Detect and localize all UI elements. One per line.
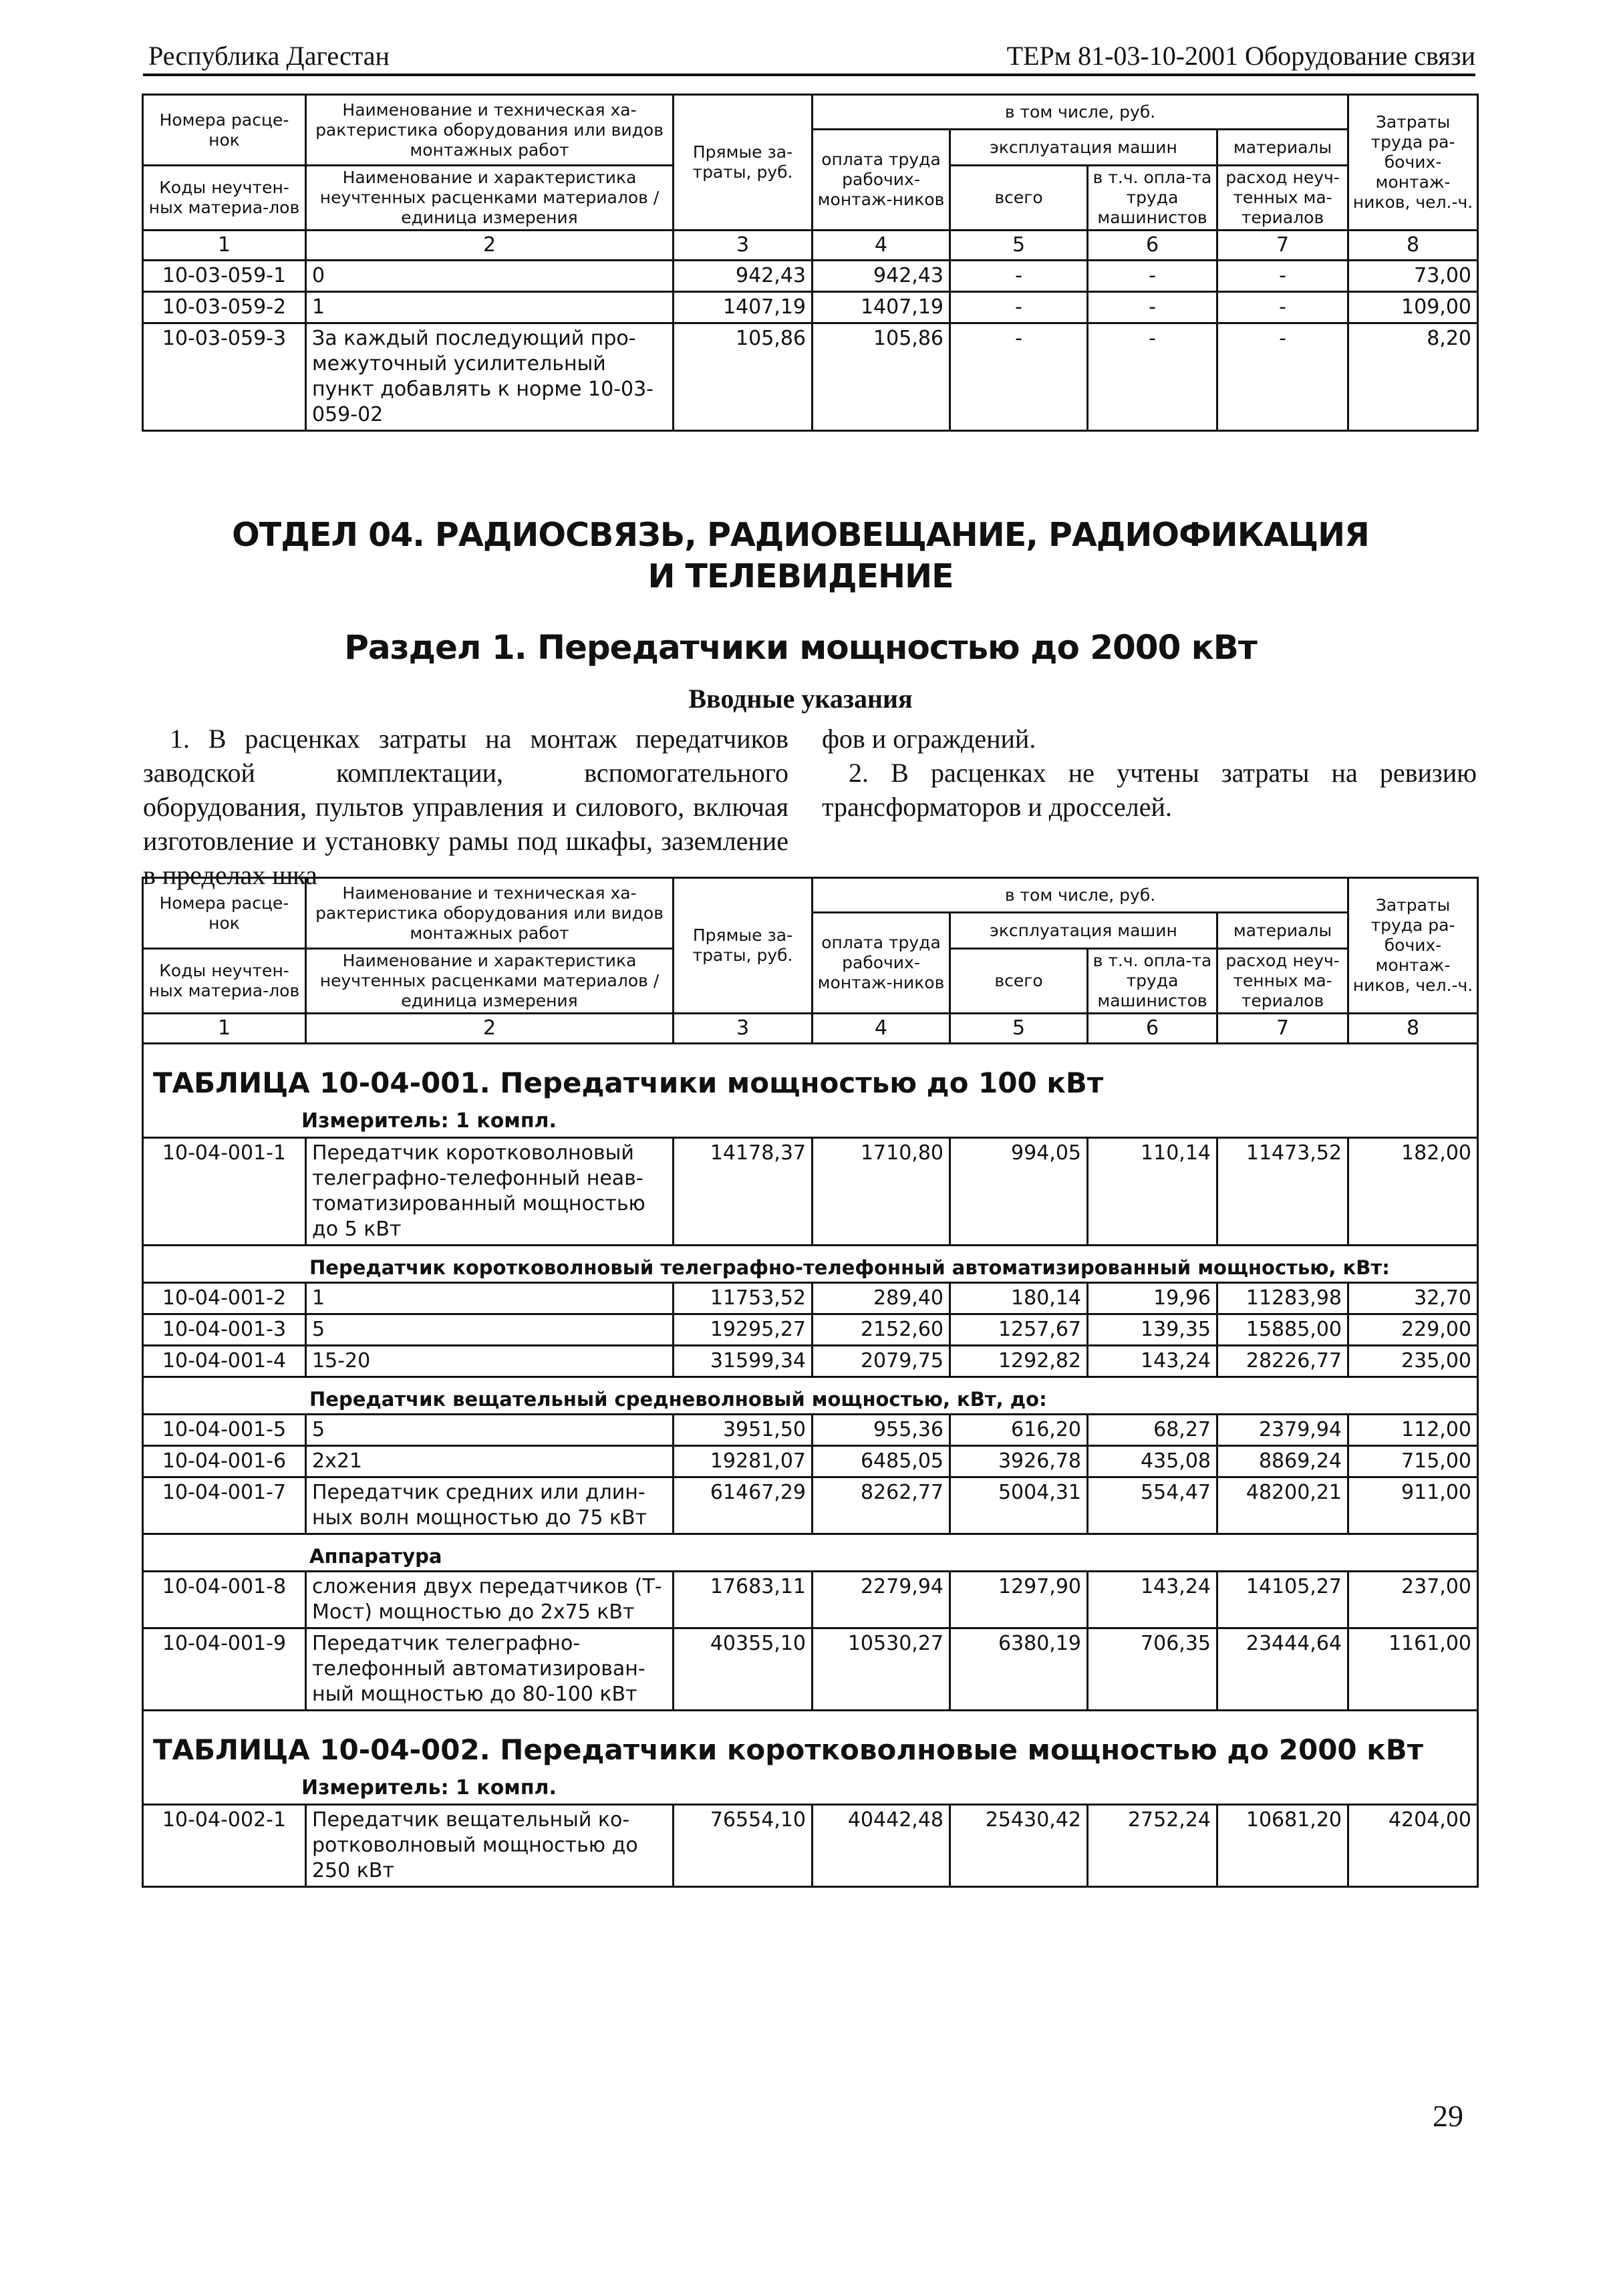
rate-code: 10-03-059-2 <box>143 292 306 323</box>
col-number: 2 <box>306 1014 674 1044</box>
col-number: 7 <box>1217 231 1348 261</box>
machinist-pay: 706,35 <box>1088 1628 1217 1711</box>
labor-hours: 8,20 <box>1348 323 1478 431</box>
labor-hours: 182,00 <box>1348 1138 1478 1246</box>
labor-hours: 73,00 <box>1348 261 1478 292</box>
col-number: 5 <box>950 231 1088 261</box>
table-row <box>143 1572 1478 1628</box>
direct-costs: 105,86 <box>674 323 813 431</box>
header-worker-pay: оплата труда рабочих-монтаж-ников <box>813 913 950 1014</box>
rate-code: 10-04-001-4 <box>143 1346 306 1377</box>
direct-costs: 31599,34 <box>674 1346 813 1377</box>
col-number: 8 <box>1348 231 1478 261</box>
rate-name: Передатчик вещательный ко-ротковолновый мощностью до 250 кВт <box>306 1805 674 1887</box>
table-row <box>143 1446 1478 1477</box>
intro-paragraph-1: 1. В расценках затраты на монтаж передатчиков заводской комплектации, вспомогательного оборудования, пультов управления и силового, включая изготовление и установку рамы под шкафы, заземление в пределах шка- <box>143 724 788 890</box>
rate-name: За каждый последующий про-межуточный усилительный пункт добавлять к норме 10-03-059-02 <box>306 323 674 431</box>
materials: - <box>1217 292 1348 323</box>
header-machines-total: всего <box>950 949 1088 1014</box>
machines-total: 25430,42 <box>950 1805 1088 1887</box>
labor-hours: 32,70 <box>1348 1283 1478 1314</box>
table-row <box>143 1283 1478 1314</box>
subgroup-row <box>143 1246 1478 1283</box>
table-row <box>143 1805 1478 1887</box>
table-row <box>143 1314 1478 1346</box>
header-material-codes: Коды неучтен-ных материа-лов <box>143 166 306 231</box>
worker-pay: 942,43 <box>813 261 950 292</box>
machines-total: 1257,67 <box>950 1314 1088 1346</box>
machines-total: 5004,31 <box>950 1477 1088 1534</box>
header-materials: материалы <box>1217 130 1348 166</box>
machinist-pay: - <box>1088 323 1217 431</box>
worker-pay: 1407,19 <box>813 292 950 323</box>
header-rate-numbers: Номера расце-нок <box>143 878 306 949</box>
direct-costs: 61467,29 <box>674 1477 813 1534</box>
subgroup-row <box>143 1377 1478 1415</box>
col-number: 7 <box>1217 1014 1348 1044</box>
worker-pay: 6485,05 <box>813 1446 950 1477</box>
rate-code: 10-04-001-3 <box>143 1314 306 1346</box>
rate-code: 10-03-059-1 <box>143 261 306 292</box>
direct-costs: 1407,19 <box>674 292 813 323</box>
col-number: 3 <box>674 1014 813 1044</box>
subgroup-title: Передатчик вещательный средневолновый мощностью, кВт, до: <box>143 1377 1478 1415</box>
direct-costs: 19295,27 <box>674 1314 813 1346</box>
header-materials: материалы <box>1217 913 1348 949</box>
table-title: ТАБЛИЦА 10-04-001. Передатчики мощностью до 100 кВт <box>153 1066 1104 1099</box>
header-including: в том числе, руб. <box>813 878 1348 913</box>
machines-total: 1297,90 <box>950 1572 1088 1628</box>
materials: 11283,98 <box>1217 1283 1348 1314</box>
col-number: 1 <box>143 231 306 261</box>
machines-total: - <box>950 261 1088 292</box>
header-material-usage: расход неуч-тенных ма-териалов <box>1217 166 1348 231</box>
rate-code: 10-04-001-8 <box>143 1572 306 1628</box>
measure-row <box>143 1775 1478 1805</box>
machinist-pay: - <box>1088 261 1217 292</box>
table-row <box>143 1138 1478 1246</box>
machinist-pay: 435,08 <box>1088 1446 1217 1477</box>
machines-total: - <box>950 323 1088 431</box>
header-machines: эксплуатация машин <box>950 913 1217 949</box>
labor-hours: 235,00 <box>1348 1346 1478 1377</box>
worker-pay: 105,86 <box>813 323 950 431</box>
materials: 23444,64 <box>1217 1628 1348 1711</box>
intro-heading: Вводные указания <box>688 684 913 714</box>
machines-total: 3926,78 <box>950 1446 1088 1477</box>
machinist-pay: 19,96 <box>1088 1283 1217 1314</box>
direct-costs: 76554,10 <box>674 1805 813 1887</box>
intro-paragraph-1-end: фов и ограждений. <box>822 724 1036 754</box>
materials: 11473,52 <box>1217 1138 1348 1246</box>
intro-column-2 <box>822 722 1477 824</box>
machinist-pay: 68,27 <box>1088 1415 1217 1446</box>
measure-unit: Измеритель: 1 компл. <box>301 1109 557 1133</box>
table-row <box>143 1477 1478 1534</box>
direct-costs: 17683,11 <box>674 1572 813 1628</box>
department-title-line1: ОТДЕЛ 04. РАДИОСВЯЗЬ, РАДИОВЕЩАНИЕ, РАДИОФИКАЦИЯ <box>232 516 1369 554</box>
machines-total: 1292,82 <box>950 1346 1088 1377</box>
machinist-pay: 554,47 <box>1088 1477 1217 1534</box>
col-number: 4 <box>813 231 950 261</box>
rates-table-continued <box>142 94 1479 432</box>
rate-code: 10-04-001-6 <box>143 1446 306 1477</box>
table-row <box>143 323 1478 431</box>
table-title: ТАБЛИЦА 10-04-002. Передатчики коротковолновые мощностью до 2000 кВт <box>153 1733 1424 1766</box>
materials: 48200,21 <box>1217 1477 1348 1534</box>
header-material-usage: расход неуч-тенных ма-териалов <box>1217 949 1348 1014</box>
machinist-pay: 143,24 <box>1088 1572 1217 1628</box>
measure-unit: Измеритель: 1 компл. <box>301 1776 557 1800</box>
subgroup-row <box>143 1534 1478 1572</box>
labor-hours: 715,00 <box>1348 1446 1478 1477</box>
materials: 15885,00 <box>1217 1314 1348 1346</box>
header-direct-costs: Прямые за-траты, руб. <box>674 878 813 1014</box>
subgroup-title: Аппаратура <box>143 1534 1478 1572</box>
rate-code: 10-04-001-1 <box>143 1138 306 1246</box>
worker-pay: 2079,75 <box>813 1346 950 1377</box>
machinist-pay: 143,24 <box>1088 1346 1217 1377</box>
rate-name: сложения двух передатчиков (Т-Мост) мощностью до 2x75 кВт <box>306 1572 674 1628</box>
rate-name: 5 <box>306 1314 674 1346</box>
machines-total: 616,20 <box>950 1415 1088 1446</box>
rate-code: 10-04-001-7 <box>143 1477 306 1534</box>
running-head <box>143 36 1475 76</box>
direct-costs: 19281,07 <box>674 1446 813 1477</box>
rate-name: Передатчик средних или длин-ных волн мощностью до 75 кВт <box>306 1477 674 1534</box>
section-title: Раздел 1. Передатчики мощностью до 2000 кВт <box>344 628 1257 667</box>
col-number: 6 <box>1088 231 1217 261</box>
materials: - <box>1217 323 1348 431</box>
rates-table-main <box>142 877 1479 1888</box>
header-worker-pay: оплата труда рабочих-монтаж-ников <box>813 130 950 231</box>
worker-pay: 2279,94 <box>813 1572 950 1628</box>
rate-code: 10-03-059-3 <box>143 323 306 431</box>
materials: 2379,94 <box>1217 1415 1348 1446</box>
table-title-row <box>143 1044 1478 1109</box>
worker-pay: 8262,77 <box>813 1477 950 1534</box>
worker-pay: 10530,27 <box>813 1628 950 1711</box>
labor-hours: 1161,00 <box>1348 1628 1478 1711</box>
labor-hours: 237,00 <box>1348 1572 1478 1628</box>
header-machines: эксплуатация машин <box>950 130 1217 166</box>
rate-name: Передатчик коротковолновый телеграфно-телефонный неав-томатизированный мощностью до 5 кВт <box>306 1138 674 1246</box>
header-machines-total: всего <box>950 166 1088 231</box>
table-row <box>143 292 1478 323</box>
direct-costs: 3951,50 <box>674 1415 813 1446</box>
col-number: 1 <box>143 1014 306 1044</box>
rate-name: Передатчик телеграфно-телефонный автоматизирован-ный мощностью до 80-100 кВт <box>306 1628 674 1711</box>
table-row <box>143 1346 1478 1377</box>
direct-costs: 942,43 <box>674 261 813 292</box>
machinist-pay: 110,14 <box>1088 1138 1217 1246</box>
rate-name: 0 <box>306 261 674 292</box>
table-row <box>143 261 1478 292</box>
table-title-row <box>143 1711 1478 1776</box>
table-row <box>143 1415 1478 1446</box>
worker-pay: 40442,48 <box>813 1805 950 1887</box>
materials: 14105,27 <box>1217 1572 1348 1628</box>
machinist-pay: - <box>1088 292 1217 323</box>
machinist-pay: 2752,24 <box>1088 1805 1217 1887</box>
labor-hours: 109,00 <box>1348 292 1478 323</box>
running-head-left: Республика Дагестан <box>148 41 390 71</box>
worker-pay: 289,40 <box>813 1283 950 1314</box>
labor-hours: 112,00 <box>1348 1415 1478 1446</box>
machines-total: - <box>950 292 1088 323</box>
header-material-names: Наименование и характеристика неучтенных расценками материалов / единица измерения <box>306 166 674 231</box>
page-number: 29 <box>1433 2099 1463 2133</box>
header-material-codes: Коды неучтен-ных материа-лов <box>143 949 306 1014</box>
header-machinist-pay: в т.ч. опла-та труда машинистов <box>1088 949 1217 1014</box>
materials: 10681,20 <box>1217 1805 1348 1887</box>
machinist-pay: 139,35 <box>1088 1314 1217 1346</box>
rate-name: 5 <box>306 1415 674 1446</box>
labor-hours: 4204,00 <box>1348 1805 1478 1887</box>
running-head-right: ТЕРм 81-03-10-2001 Оборудование связи <box>1006 41 1475 71</box>
col-number: 5 <box>950 1014 1088 1044</box>
header-work-name: Наименование и техническая ха-рактеристика оборудования или видов монтажных работ <box>306 878 674 949</box>
worker-pay: 955,36 <box>813 1415 950 1446</box>
measure-row <box>143 1109 1478 1138</box>
rate-name: 15-20 <box>306 1346 674 1377</box>
header-direct-costs: Прямые за-траты, руб. <box>674 95 813 231</box>
header-labor-hours: Затраты труда ра-бочих-монтаж-ников, чел.-ч. <box>1348 95 1478 231</box>
machines-total: 994,05 <box>950 1138 1088 1246</box>
header-rate-numbers: Номера расце-нок <box>143 95 306 166</box>
materials: 8869,24 <box>1217 1446 1348 1477</box>
direct-costs: 40355,10 <box>674 1628 813 1711</box>
table-title-cell <box>143 1044 1478 1109</box>
direct-costs: 14178,37 <box>674 1138 813 1246</box>
measure-cell <box>143 1775 1478 1805</box>
machines-total: 6380,19 <box>950 1628 1088 1711</box>
rate-name: 1 <box>306 292 674 323</box>
materials: - <box>1217 261 1348 292</box>
rate-code: 10-04-001-2 <box>143 1283 306 1314</box>
header-labor-hours: Затраты труда ра-бочих-монтаж-ников, чел.-ч. <box>1348 878 1478 1014</box>
machines-total: 180,14 <box>950 1283 1088 1314</box>
header-including: в том числе, руб. <box>813 95 1348 130</box>
direct-costs: 11753,52 <box>674 1283 813 1314</box>
worker-pay: 1710,80 <box>813 1138 950 1246</box>
header-machinist-pay: в т.ч. опла-та труда машинистов <box>1088 166 1217 231</box>
col-number: 2 <box>306 231 674 261</box>
rate-name: 1 <box>306 1283 674 1314</box>
col-number: 4 <box>813 1014 950 1044</box>
table-row <box>143 1628 1478 1711</box>
rate-code: 10-04-001-9 <box>143 1628 306 1711</box>
department-title-line2: И ТЕЛЕВИДЕНИЕ <box>647 557 954 595</box>
subgroup-title: Передатчик коротковолновый телеграфно-телефонный автоматизированный мощностью, кВт: <box>143 1246 1478 1283</box>
rate-name: 2x21 <box>306 1446 674 1477</box>
col-number: 3 <box>674 231 813 261</box>
header-work-name: Наименование и техническая ха-рактеристика оборудования или видов монтажных работ <box>306 95 674 166</box>
rate-code: 10-04-001-5 <box>143 1415 306 1446</box>
materials: 28226,77 <box>1217 1346 1348 1377</box>
col-number: 8 <box>1348 1014 1478 1044</box>
header-material-names: Наименование и характеристика неучтенных расценками материалов / единица измерения <box>306 949 674 1014</box>
labor-hours: 911,00 <box>1348 1477 1478 1534</box>
worker-pay: 2152,60 <box>813 1314 950 1346</box>
intro-paragraph-2: 2. В расценках не учтены затраты на ревизию трансформаторов и дросселей. <box>822 758 1477 822</box>
table-title-cell <box>143 1711 1478 1776</box>
measure-cell <box>143 1109 1478 1138</box>
rate-code: 10-04-002-1 <box>143 1805 306 1887</box>
labor-hours: 229,00 <box>1348 1314 1478 1346</box>
col-number: 6 <box>1088 1014 1217 1044</box>
